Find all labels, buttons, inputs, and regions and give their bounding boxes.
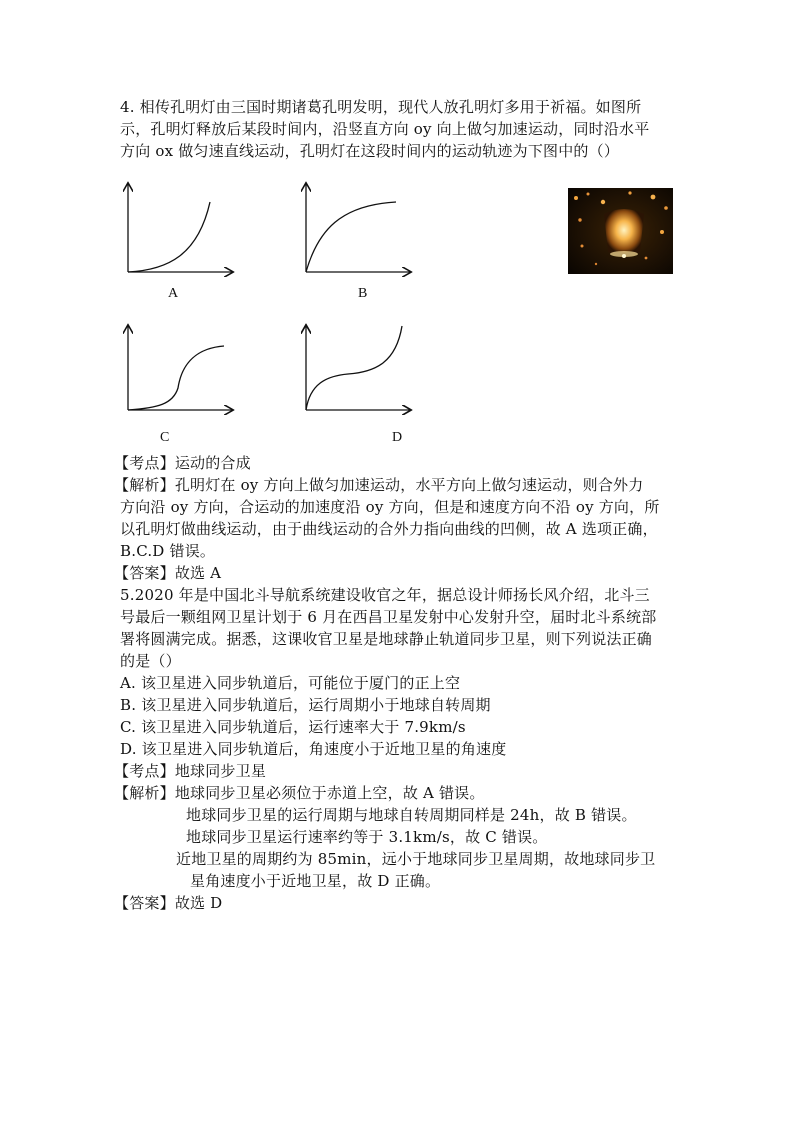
q4-jiexi-text-1: 孔明灯在 oy 方向上做匀加速运动，水平方向上做匀速运动，则合外力 [174, 476, 644, 494]
q4-stem-line-1: 4. 相传孔明灯由三国时期诸葛孔明发明，现代人放孔明灯多用于祈福。如图所 [120, 98, 642, 116]
q4-jiexi-line-2: 方向沿 oy 方向，合运动的加速度沿 oy 方向，但是和速度方向不沿 oy 方向，所 [120, 498, 660, 516]
q5-jiexi-text-1: 地球同步卫星必须位于赤道上空，故 A 错误。 [174, 784, 485, 802]
option-a-label: A [168, 286, 179, 301]
graph-option-a [118, 180, 238, 280]
q5-choice-a: A. 该卫星进入同步轨道后，可能位于厦门的正上空 [120, 674, 461, 692]
q4-daan-tag: 【答案】 [114, 564, 175, 582]
option-c-label: C [160, 430, 170, 445]
q5-kaodian [114, 760, 266, 782]
graph-a-curve [128, 202, 210, 272]
q5-daan-tag: 【答案】 [114, 894, 175, 912]
q5-daan [114, 892, 222, 914]
q5-jiexi-line-5: 星角速度小于近地卫星，故 D 正确。 [190, 872, 441, 890]
graph-option-c [118, 322, 238, 418]
graph-option-b [296, 180, 416, 280]
q4-kaodian-text: 运动的合成 [174, 454, 251, 472]
q5-kaodian-tag: 【考点】 [114, 762, 175, 780]
q4-kaodian [114, 452, 251, 474]
q5-jiexi-line-3: 地球同步卫星运行速率约等于 3.1km/s，故 C 错误。 [186, 828, 548, 846]
q4-daan-text: 故选 A [174, 564, 222, 582]
q5-jiexi-tag: 【解析】 [114, 784, 175, 802]
graph-d-curve [306, 326, 402, 410]
graph-c-curve [128, 346, 224, 410]
option-b-label: B [358, 286, 368, 301]
q4-stem-line-2: 示，孔明灯释放后某段时间内，沿竖直方向 oy 向上做匀加速运动，同时沿水平 [120, 120, 650, 138]
q4-jiexi-line-1 [114, 474, 643, 496]
q5-stem-line-3: 署将圆满完成。据悉，这课收官卫星是地球静止轨道同步卫星，则下列说法正确 [120, 630, 653, 648]
option-d-label: D [392, 430, 403, 445]
q4-daan [114, 562, 221, 584]
q5-kaodian-text: 地球同步卫星 [174, 762, 267, 780]
q5-jiexi-line-4: 近地卫星的周期约为 85min，远小于地球同步卫星周期，故地球同步卫 [176, 850, 656, 868]
q4-jiexi-line-4: B.C.D 错误。 [120, 542, 216, 560]
q4-kaodian-tag: 【考点】 [114, 454, 175, 472]
q5-choice-b: B. 该卫星进入同步轨道后，运行周期小于地球自转周期 [120, 696, 491, 714]
q5-choice-c: C. 该卫星进入同步轨道后，运行速率大于 7.9km/s [120, 718, 466, 736]
q5-jiexi-line-1 [114, 782, 485, 804]
q5-choice-d: D. 该卫星进入同步轨道后，角速度小于近地卫星的角速度 [120, 740, 507, 758]
q5-daan-text: 故选 D [174, 894, 223, 912]
q4-jiexi-line-3: 以孔明灯做曲线运动，由于曲线运动的合外力指向曲线的凹侧，故 A 选项正确， [120, 520, 658, 538]
graph-b-curve [306, 202, 396, 272]
sky-lantern-photo [568, 188, 673, 274]
q4-jiexi-tag: 【解析】 [114, 476, 175, 494]
q5-stem-line-2: 号最后一颗组网卫星计划于 6 月在西昌卫星发射中心发射升空，届时北斗系统部 [120, 608, 657, 626]
q5-stem-line-1: 5.2020 年是中国北斗导航系统建设收官之年，据总设计师扬长风介绍，北斗三 [120, 586, 650, 604]
q4-stem-line-3: 方向 ox 做匀速直线运动，孔明灯在这段时间内的运动轨迹为下图中的（） [120, 142, 620, 160]
q5-stem-line-4: 的是（） [120, 652, 181, 670]
q5-jiexi-line-2: 地球同步卫星的运行周期与地球自转周期同样是 24h，故 B 错误。 [186, 806, 637, 824]
graph-option-d [296, 322, 416, 418]
